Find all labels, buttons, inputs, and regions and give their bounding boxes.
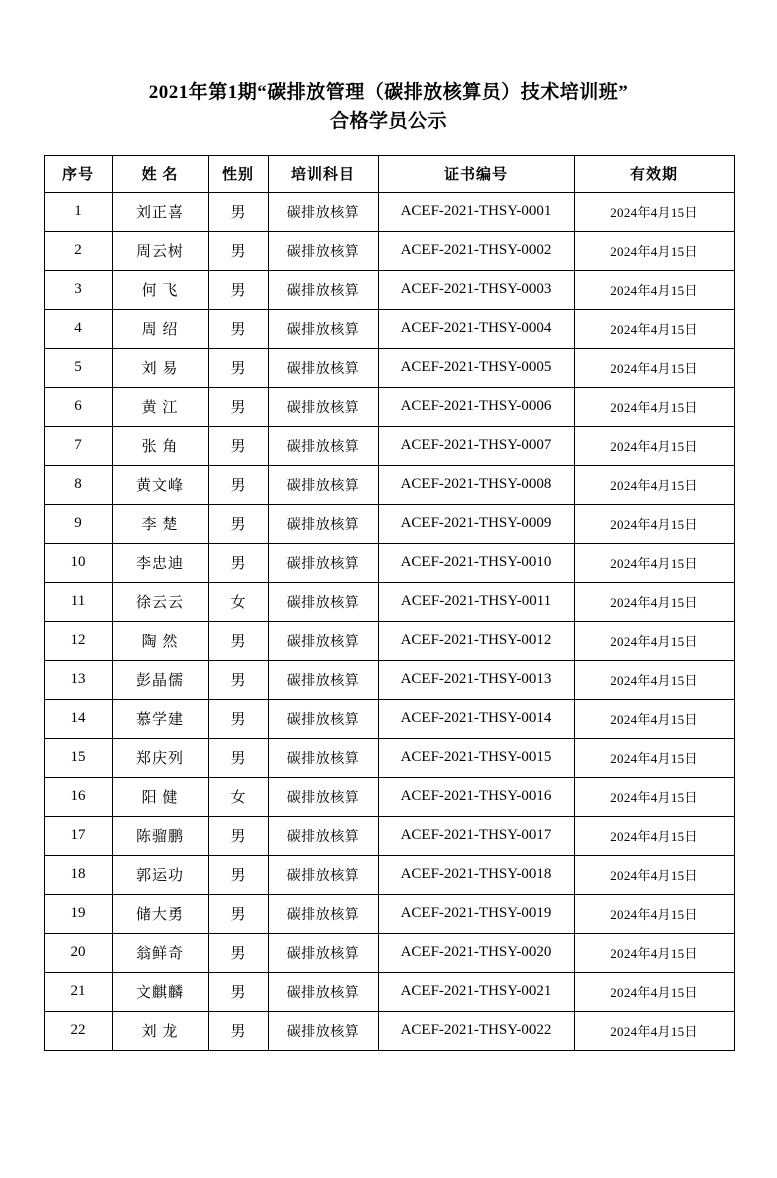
column-header-name: 姓 名 [112,155,208,192]
column-header-cert: 证书编号 [378,155,574,192]
cell-cert: ACEF-2021-THSY-0004 [378,309,574,348]
table-header-row [44,155,734,192]
cell-subject: 碳排放核算 [268,933,378,972]
document-title [0,78,777,137]
cell-name: 刘 易 [112,348,208,387]
cell-valid: 2024年4月15日 [574,465,734,504]
cell-cert: ACEF-2021-THSY-0017 [378,816,574,855]
cell-sex: 女 [208,777,268,816]
table-row [44,426,734,465]
cell-subject: 碳排放核算 [268,426,378,465]
cell-cert: ACEF-2021-THSY-0018 [378,855,574,894]
cell-index: 3 [44,270,112,309]
column-header-sex: 性别 [208,155,268,192]
cell-name: 张 角 [112,426,208,465]
cell-valid: 2024年4月15日 [574,660,734,699]
cell-valid: 2024年4月15日 [574,738,734,777]
cell-subject: 碳排放核算 [268,582,378,621]
cell-cert: ACEF-2021-THSY-0013 [378,660,574,699]
table-row [44,738,734,777]
cell-subject: 碳排放核算 [268,621,378,660]
cell-subject: 碳排放核算 [268,816,378,855]
cell-sex: 男 [208,972,268,1011]
cell-name: 李忠迪 [112,543,208,582]
cell-name: 周 绍 [112,309,208,348]
cell-valid: 2024年4月15日 [574,582,734,621]
table-row [44,660,734,699]
cell-index: 2 [44,231,112,270]
cell-name: 慕学建 [112,699,208,738]
table-row [44,621,734,660]
cell-index: 8 [44,465,112,504]
cell-index: 1 [44,192,112,231]
cell-subject: 碳排放核算 [268,543,378,582]
roster-table-container [44,155,734,1051]
cell-valid: 2024年4月15日 [574,504,734,543]
table-row [44,504,734,543]
title-line-2: 合格学员公示 [329,111,447,133]
cell-index: 19 [44,894,112,933]
cell-cert: ACEF-2021-THSY-0005 [378,348,574,387]
cell-cert: ACEF-2021-THSY-0021 [378,972,574,1011]
cell-valid: 2024年4月15日 [574,699,734,738]
cell-subject: 碳排放核算 [268,387,378,426]
cell-cert: ACEF-2021-THSY-0012 [378,621,574,660]
cell-sex: 男 [208,387,268,426]
cell-index: 10 [44,543,112,582]
table-row [44,582,734,621]
cell-subject: 碳排放核算 [268,309,378,348]
document-page [0,78,777,1178]
cell-subject: 碳排放核算 [268,894,378,933]
table-row [44,192,734,231]
cell-cert: ACEF-2021-THSY-0010 [378,543,574,582]
cell-sex: 男 [208,933,268,972]
cell-index: 7 [44,426,112,465]
cell-sex: 男 [208,231,268,270]
cell-subject: 碳排放核算 [268,231,378,270]
cell-index: 14 [44,699,112,738]
cell-valid: 2024年4月15日 [574,621,734,660]
cell-sex: 男 [208,270,268,309]
cell-cert: ACEF-2021-THSY-0007 [378,426,574,465]
cell-name: 徐云云 [112,582,208,621]
cell-cert: ACEF-2021-THSY-0001 [378,192,574,231]
title-line-1: 2021年第1期“碳排放管理（碳排放核算员）技术培训班” [148,82,629,103]
cell-index: 20 [44,933,112,972]
cell-cert: ACEF-2021-THSY-0011 [378,582,574,621]
cell-cert: ACEF-2021-THSY-0015 [378,738,574,777]
cell-valid: 2024年4月15日 [574,270,734,309]
cell-valid: 2024年4月15日 [574,816,734,855]
cell-valid: 2024年4月15日 [574,192,734,231]
cell-subject: 碳排放核算 [268,855,378,894]
cell-sex: 男 [208,660,268,699]
cell-index: 4 [44,309,112,348]
table-row [44,543,734,582]
cell-index: 13 [44,660,112,699]
cell-valid: 2024年4月15日 [574,1011,734,1050]
cell-cert: ACEF-2021-THSY-0008 [378,465,574,504]
cell-sex: 男 [208,426,268,465]
cell-sex: 男 [208,1011,268,1050]
cell-valid: 2024年4月15日 [574,348,734,387]
column-header-subject: 培训科目 [268,155,378,192]
cell-cert: ACEF-2021-THSY-0003 [378,270,574,309]
cell-sex: 男 [208,192,268,231]
table-row [44,1011,734,1050]
cell-cert: ACEF-2021-THSY-0006 [378,387,574,426]
cell-sex: 女 [208,582,268,621]
roster-table [44,155,735,1051]
cell-name: 周云树 [112,231,208,270]
cell-cert: ACEF-2021-THSY-0022 [378,1011,574,1050]
column-header-index: 序号 [44,155,112,192]
cell-subject: 碳排放核算 [268,270,378,309]
cell-index: 16 [44,777,112,816]
cell-cert: ACEF-2021-THSY-0016 [378,777,574,816]
cell-index: 22 [44,1011,112,1050]
cell-name: 翁鲜奇 [112,933,208,972]
table-header [44,155,734,192]
cell-subject: 碳排放核算 [268,660,378,699]
cell-sex: 男 [208,894,268,933]
cell-subject: 碳排放核算 [268,777,378,816]
cell-subject: 碳排放核算 [268,699,378,738]
cell-name: 刘 龙 [112,1011,208,1050]
cell-index: 21 [44,972,112,1011]
cell-name: 黄 江 [112,387,208,426]
cell-index: 6 [44,387,112,426]
cell-valid: 2024年4月15日 [574,855,734,894]
cell-index: 9 [44,504,112,543]
cell-subject: 碳排放核算 [268,738,378,777]
table-row [44,465,734,504]
cell-sex: 男 [208,465,268,504]
cell-sex: 男 [208,504,268,543]
cell-subject: 碳排放核算 [268,192,378,231]
cell-index: 5 [44,348,112,387]
cell-sex: 男 [208,738,268,777]
table-row [44,777,734,816]
cell-cert: ACEF-2021-THSY-0020 [378,933,574,972]
cell-sex: 男 [208,621,268,660]
cell-index: 15 [44,738,112,777]
cell-valid: 2024年4月15日 [574,933,734,972]
column-header-valid: 有效期 [574,155,734,192]
cell-sex: 男 [208,348,268,387]
cell-name: 阳 健 [112,777,208,816]
cell-cert: ACEF-2021-THSY-0019 [378,894,574,933]
table-row [44,387,734,426]
cell-valid: 2024年4月15日 [574,777,734,816]
cell-sex: 男 [208,309,268,348]
cell-name: 何 飞 [112,270,208,309]
cell-cert: ACEF-2021-THSY-0009 [378,504,574,543]
table-row [44,699,734,738]
cell-subject: 碳排放核算 [268,348,378,387]
cell-index: 12 [44,621,112,660]
cell-sex: 男 [208,699,268,738]
cell-name: 郭运功 [112,855,208,894]
cell-valid: 2024年4月15日 [574,387,734,426]
cell-sex: 男 [208,543,268,582]
cell-name: 李 楚 [112,504,208,543]
cell-name: 郑庆列 [112,738,208,777]
cell-index: 18 [44,855,112,894]
cell-name: 陶 然 [112,621,208,660]
cell-valid: 2024年4月15日 [574,972,734,1011]
table-row [44,972,734,1011]
cell-valid: 2024年4月15日 [574,894,734,933]
table-row [44,933,734,972]
cell-valid: 2024年4月15日 [574,426,734,465]
cell-subject: 碳排放核算 [268,465,378,504]
table-row [44,855,734,894]
table-row [44,270,734,309]
table-row [44,816,734,855]
table-row [44,894,734,933]
cell-subject: 碳排放核算 [268,504,378,543]
cell-name: 陈骝鹏 [112,816,208,855]
cell-valid: 2024年4月15日 [574,231,734,270]
cell-index: 17 [44,816,112,855]
cell-sex: 男 [208,855,268,894]
cell-valid: 2024年4月15日 [574,309,734,348]
cell-index: 11 [44,582,112,621]
cell-cert: ACEF-2021-THSY-0002 [378,231,574,270]
cell-name: 彭晶儒 [112,660,208,699]
cell-valid: 2024年4月15日 [574,543,734,582]
cell-name: 储大勇 [112,894,208,933]
cell-name: 刘正喜 [112,192,208,231]
table-body [44,192,734,1050]
cell-subject: 碳排放核算 [268,1011,378,1050]
table-row [44,348,734,387]
cell-sex: 男 [208,816,268,855]
cell-name: 黄文峰 [112,465,208,504]
cell-cert: ACEF-2021-THSY-0014 [378,699,574,738]
cell-subject: 碳排放核算 [268,972,378,1011]
table-row [44,231,734,270]
cell-name: 文麒麟 [112,972,208,1011]
table-row [44,309,734,348]
